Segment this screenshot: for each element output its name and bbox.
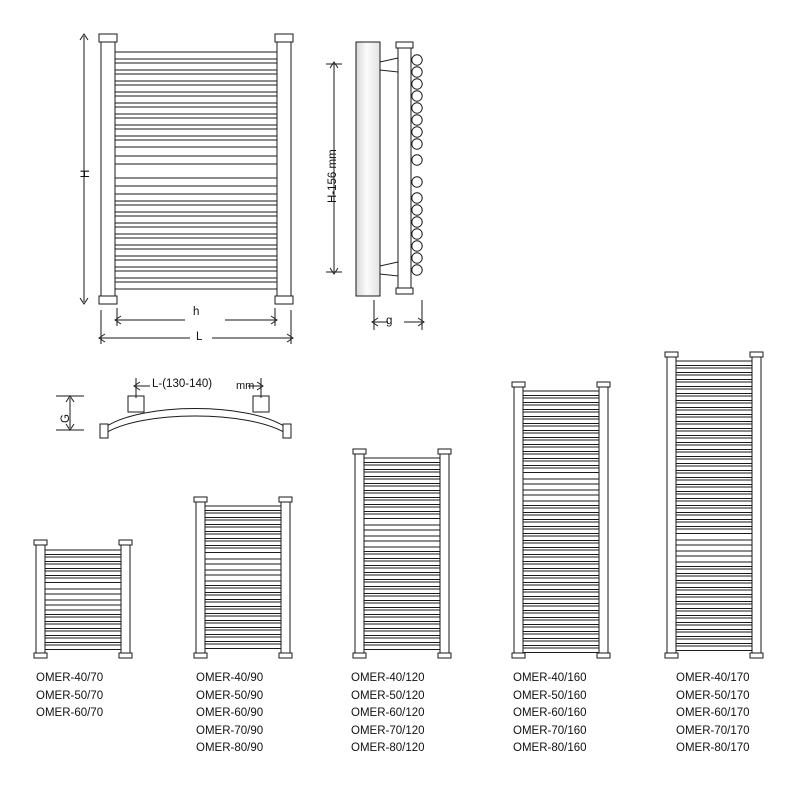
- size-view-170: [665, 352, 763, 658]
- model-name: OMER-80/90: [196, 742, 264, 754]
- model-name: OMER-70/90: [196, 724, 264, 737]
- model-name: OMER-50/160: [513, 689, 587, 702]
- model-name: OMER-70/170: [676, 724, 750, 737]
- size-view-90: [194, 497, 292, 658]
- model-name: OMER-40/160: [513, 672, 587, 684]
- model-list-160: [513, 670, 587, 758]
- dimension-label-g: g: [386, 315, 393, 327]
- model-name: OMER-50/170: [676, 689, 750, 702]
- model-name: OMER-40/170: [676, 672, 750, 684]
- model-name: OMER-60/170: [676, 707, 750, 719]
- model-name: OMER-40/120: [351, 672, 425, 684]
- dimension-label-L: L: [196, 331, 203, 343]
- size-view-120: [353, 449, 451, 658]
- model-name: OMER-60/90: [196, 707, 264, 719]
- dimension-label-bracket-span-unit: mm: [236, 380, 255, 392]
- dimension-label-h: h: [193, 306, 200, 318]
- model-name: OMER-60/160: [513, 707, 587, 719]
- model-list-70: [36, 670, 103, 723]
- model-name: OMER-80/170: [676, 742, 750, 754]
- model-name: OMER-80/160: [513, 742, 587, 754]
- side-view: [326, 42, 424, 330]
- dimension-label-G: G: [60, 414, 72, 423]
- dimension-label-bracket-span: L-(130-140): [152, 378, 213, 390]
- model-name: OMER-60/120: [351, 707, 425, 719]
- size-view-70: [34, 540, 132, 658]
- model-name: OMER-50/90: [196, 689, 264, 702]
- size-view-160: [512, 382, 610, 658]
- model-name: OMER-50/70: [36, 689, 104, 702]
- model-name: OMER-80/120: [351, 742, 425, 754]
- model-name: OMER-60/70: [36, 707, 104, 719]
- model-list-90: [196, 670, 263, 758]
- model-name: OMER-70/160: [513, 724, 587, 737]
- dimension-label-H-156: H-156 mm: [327, 149, 339, 203]
- model-list-120: [351, 670, 425, 758]
- front-view: [80, 34, 293, 344]
- model-name: OMER-70/120: [351, 724, 425, 737]
- model-name: OMER-40/70: [36, 672, 104, 684]
- dimension-label-H: H: [80, 169, 92, 178]
- model-name: OMER-50/120: [351, 689, 425, 702]
- model-list-170: [676, 670, 750, 758]
- model-name: OMER-40/90: [196, 672, 264, 684]
